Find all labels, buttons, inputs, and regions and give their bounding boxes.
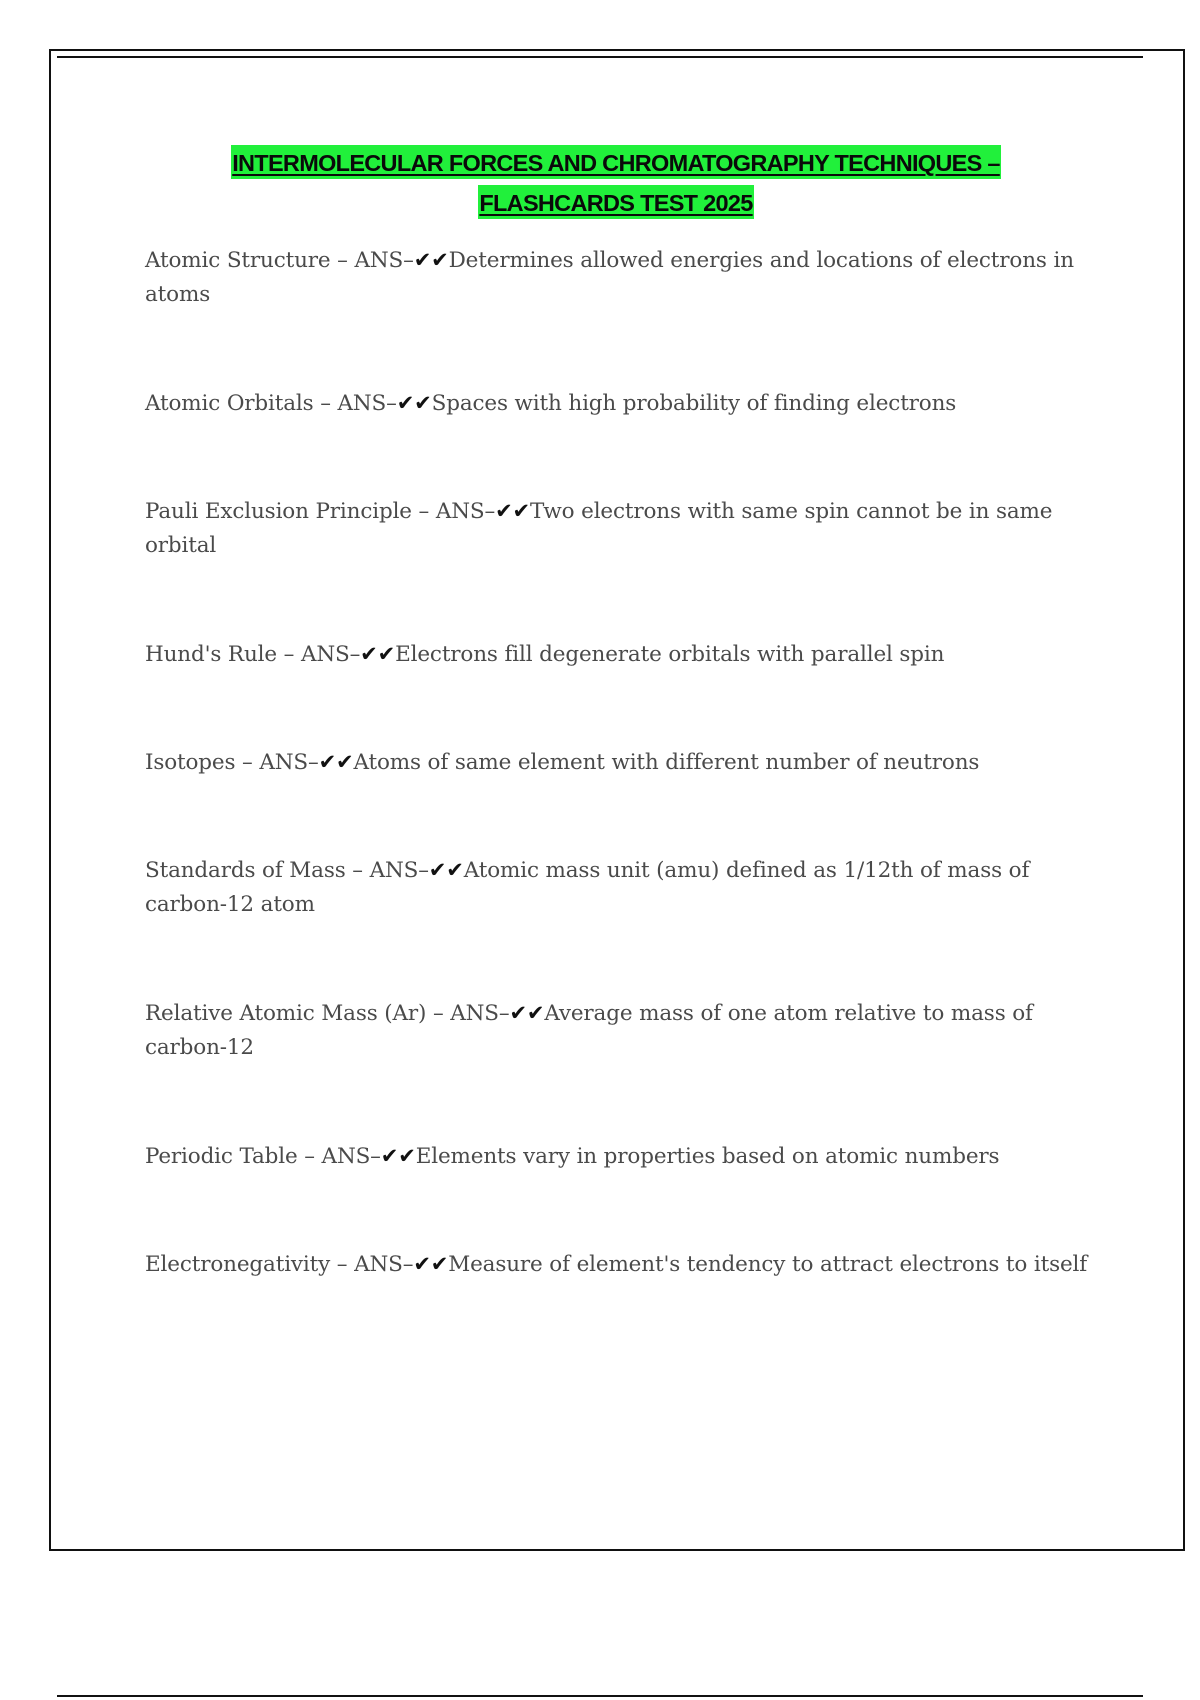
flashcard (145, 637, 1095, 672)
flashcard (145, 996, 1095, 1065)
flashcard (145, 494, 1095, 563)
check-mark-icon: ✔✔ (413, 1252, 449, 1276)
card-answer: Atomic mass unit (amu) defined as 1/12th of mass of carbon-12 atom (145, 858, 1030, 917)
card-term: Atomic Orbitals (145, 391, 314, 416)
check-mark-icon: ✔✔ (428, 858, 464, 882)
card-term: Isotopes (145, 750, 236, 775)
card-answer: Measure of element's tendency to attract electrons to itself (448, 1252, 1088, 1277)
card-term: Pauli Exclusion Principle (145, 499, 412, 524)
ans-separator: – ANS– (297, 1144, 381, 1169)
flashcard (145, 1247, 1095, 1282)
card-answer: Two electrons with same spin cannot be in same orbital (145, 499, 1053, 558)
check-mark-icon: ✔✔ (396, 391, 432, 415)
card-answer: Determines allowed energies and locations of electrons in atoms (145, 248, 1074, 307)
card-answer: Elements vary in properties based on atomic numbers (415, 1144, 1000, 1169)
flashcard (145, 1139, 1095, 1174)
card-term: Standards of Mass (145, 858, 346, 883)
document-title (0, 145, 1200, 225)
card-term: Hund's Rule (145, 642, 277, 667)
check-mark-icon: ✔✔ (380, 1144, 416, 1168)
card-term: Atomic Structure (145, 248, 331, 273)
ans-separator: – ANS– (235, 750, 319, 775)
card-answer: Atoms of same element with different number of neutrons (353, 750, 980, 775)
check-mark-icon: ✔✔ (360, 642, 396, 666)
flashcard (145, 386, 1095, 421)
card-answer: Average mass of one atom relative to mass of carbon-12 (145, 1001, 1033, 1060)
check-mark-icon: ✔✔ (495, 499, 530, 523)
card-term: Electronegativity (145, 1252, 331, 1277)
bottom-rule (57, 1695, 1143, 1697)
ans-separator: – ANS– (330, 1252, 414, 1277)
check-mark-icon: ✔✔ (413, 248, 449, 272)
card-term: Periodic Table (145, 1144, 298, 1169)
ans-separator: – ANS– (345, 858, 429, 883)
card-term: Relative Atomic Mass (Ar) (145, 1001, 427, 1026)
card-answer: Electrons fill degenerate orbitals with parallel spin (395, 642, 945, 667)
check-mark-icon: ✔✔ (509, 1001, 545, 1025)
flashcard (145, 853, 1095, 922)
ans-separator: – ANS– (276, 642, 361, 667)
title-line-2: FLASHCARDS TEST 2025 (478, 185, 753, 219)
flashcard (145, 745, 1095, 780)
ans-separator: – ANS– (411, 499, 496, 524)
title-line-1: INTERMOLECULAR FORCES AND CHROMATOGRAPHY TECHNIQUES – (231, 145, 1001, 179)
card-answer: Spaces with high probability of finding electrons (431, 391, 957, 416)
ans-separator: – ANS– (330, 248, 414, 273)
top-rule (57, 56, 1143, 58)
flashcard (145, 243, 1095, 312)
ans-separator: – ANS– (313, 391, 397, 416)
check-mark-icon: ✔✔ (318, 750, 354, 774)
ans-separator: – ANS– (426, 1001, 510, 1026)
